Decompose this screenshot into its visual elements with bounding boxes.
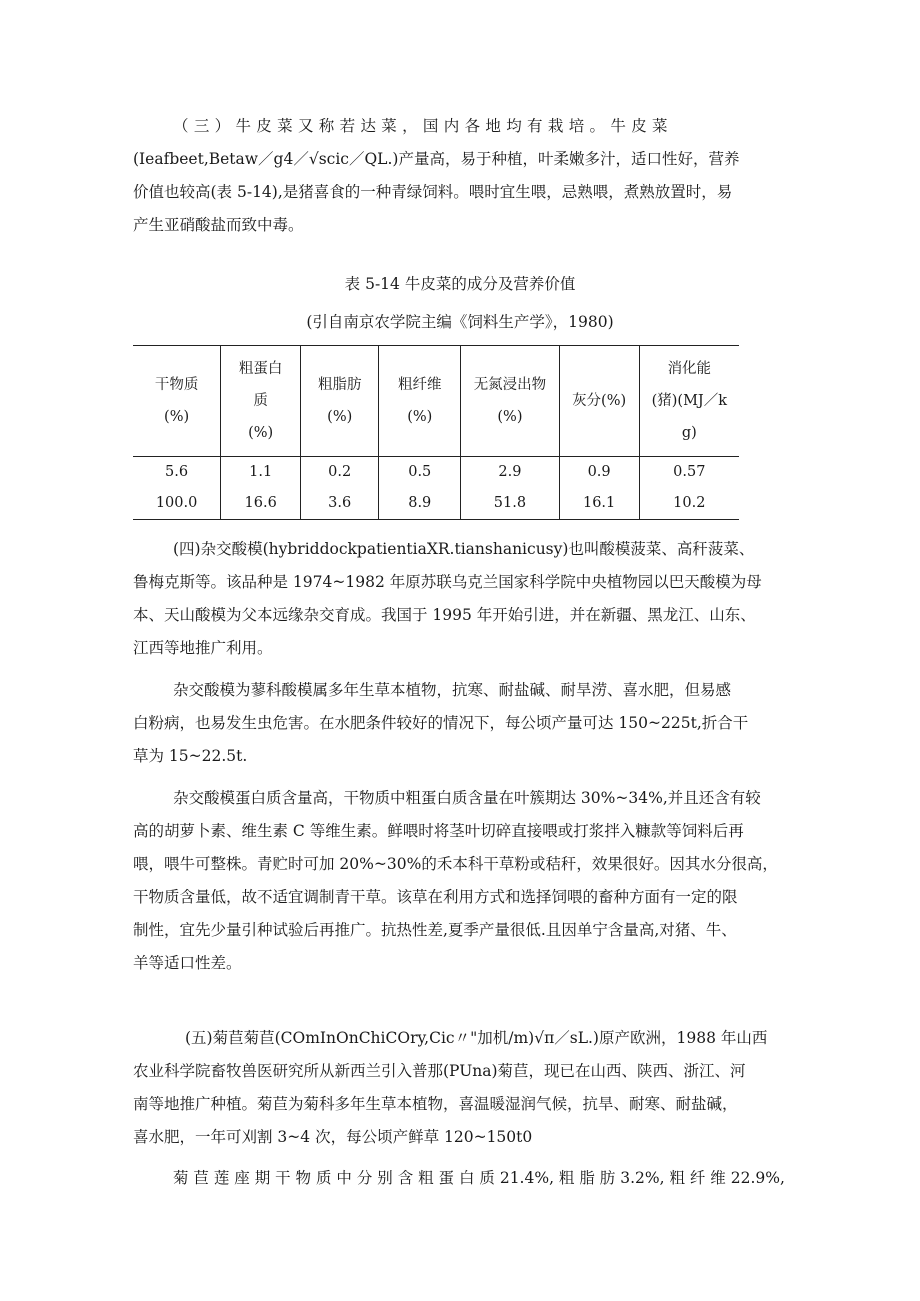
text-line: 白粉病，也易发生虫危害。在水肥条件较好的情况下，每公顷产量可达 150~225t,折合干 xyxy=(133,714,749,732)
text-line: 干物质含量低，故不适宜调制青干草。该草在利用方式和选择饲喂的畜种方面有一定的限 xyxy=(133,888,738,906)
table-cell: 2.9 xyxy=(461,457,559,489)
paragraph-beet xyxy=(133,110,788,242)
table-cell: 5.6 xyxy=(133,457,221,489)
text-line: 农业科学院畜牧兽医研究所从新西兰引入普那(PUna)菊苣，现已在山西、陕西、浙江、河 xyxy=(133,1062,746,1080)
text-line: 江西等地推广利用。 xyxy=(133,639,273,657)
table-cell: 8.9 xyxy=(379,488,461,520)
text-line: (五)菊苣菊苣(COmInOnChiCOry,Cic〃"加机/m)√π／sL.)原产欧洲，1988 年山西 xyxy=(185,1029,768,1047)
text-line: 杂交酸模蛋白质含量高，干物质中粗蛋白质含量在叶簇期达 30%~34%,并且还含有较 xyxy=(173,789,761,807)
header-cell: 粗蛋白 质 (%) xyxy=(221,346,301,457)
text-line: 菊 苣 莲 座 期 干 物 质 中 分 别 含 粗 蛋 白 质 21.4%, 粗 脂 肪 3.2%, 粗 纤 维 22.9%, xyxy=(173,1169,785,1187)
table-cell: 0.2 xyxy=(301,457,379,489)
text-line: (Ieafbeet,Betaw／g4／√scic／QL.)产量高，易于种植，叶柔嫩多汁，适口性好，营养 xyxy=(133,150,740,168)
text-line: 鲁梅克斯等。该品种是 1974~1982 年原苏联乌克兰国家科学院中央植物园以巴天酸模为母 xyxy=(133,573,762,591)
paragraph-hybrid-dock xyxy=(133,533,788,665)
header-cell: 干物质 (%) xyxy=(133,346,221,457)
paragraph-hybrid-dock-growth xyxy=(133,674,788,773)
text-line: 喜水肥，一年可刈割 3~4 次，每公顷产鲜草 120~150t0 xyxy=(133,1128,533,1146)
text-line: 杂交酸模为蓼科酸模属多年生草本植物，抗寒、耐盐碱、耐旱涝、喜水肥，但易感 xyxy=(173,681,732,699)
text-line: 草为 15~22.5t. xyxy=(133,747,248,765)
paragraph-hybrid-dock-nutrition xyxy=(133,782,788,980)
text-line: 产生亚硝酸盐而致中毒。 xyxy=(133,216,304,234)
table-row xyxy=(133,457,739,489)
header-cell: 粗脂肪 (%) xyxy=(301,346,379,457)
table-cell: 16.1 xyxy=(559,488,639,520)
nutrition-table xyxy=(133,345,739,520)
table-source: (引自南京农学院主编《饲料生产学》，1980) xyxy=(306,313,614,331)
paragraph-chicory-nutrition xyxy=(133,1162,788,1195)
text-line: 喂，喂牛可整株。青贮时可加 20%~30%的禾本科干草粉或秸秆，效果很好。因其水分很高， xyxy=(133,855,778,873)
table-cell: 10.2 xyxy=(639,488,739,520)
text-line: 南等地推广种植。菊苣为菊科多年生草本植物，喜温暖湿润气候，抗旱、耐寒、耐盐碱， xyxy=(133,1095,738,1113)
table-cell: 16.6 xyxy=(221,488,301,520)
table-row xyxy=(133,488,739,520)
paragraph-chicory xyxy=(133,1022,788,1154)
header-cell: 粗纤维 (%) xyxy=(379,346,461,457)
table-cell: 3.6 xyxy=(301,488,379,520)
table-cell: 1.1 xyxy=(221,457,301,489)
text-line: （ 三 ） 牛 皮 菜 又 称 若 达 菜 ， 国 内 各 地 均 有 栽 培 。 牛 皮 菜 xyxy=(173,117,668,135)
header-cell: 无氮浸出物 (%) xyxy=(461,346,559,457)
table-cell: 51.8 xyxy=(461,488,559,520)
text-line: 制性，宜先少量引种试验后再推广。抗热性差,夏季产量很低.且因单宁含量高,对猪、牛、 xyxy=(133,921,737,939)
header-cell: 灰分(%) xyxy=(559,346,639,457)
text-line: 本、天山酸模为父本远缘杂交育成。我国于 1995 年开始引进，并在新疆、黑龙江、山东、 xyxy=(133,606,756,624)
table-cell: 0.9 xyxy=(559,457,639,489)
table-cell: 100.0 xyxy=(133,488,221,520)
text-line: 价值也较高(表 5-14),是猪喜食的一种青绿饲料。喂时宜生喂，忌熟喂，煮熟放置时，易 xyxy=(133,183,733,201)
table-header-row xyxy=(133,346,739,457)
text-line: 羊等适口性差。 xyxy=(133,954,242,972)
text-line: 高的胡萝卜素、维生素 C 等维生素。鲜喂时将茎叶切碎直接喂或打浆拌入糠款等饲料后再 xyxy=(133,822,744,840)
table-cell: 0.57 xyxy=(639,457,739,489)
header-cell: 消化能 (猪)(MJ／k g) xyxy=(639,346,739,457)
table-title: 表 5-14 牛皮菜的成分及营养价值 xyxy=(344,275,576,293)
text-line: (四)杂交酸模(hybriddockpatientiaXR.tianshanicusy)也叫酸模菠菜、高秆菠菜、 xyxy=(173,540,755,558)
table-cell: 0.5 xyxy=(379,457,461,489)
